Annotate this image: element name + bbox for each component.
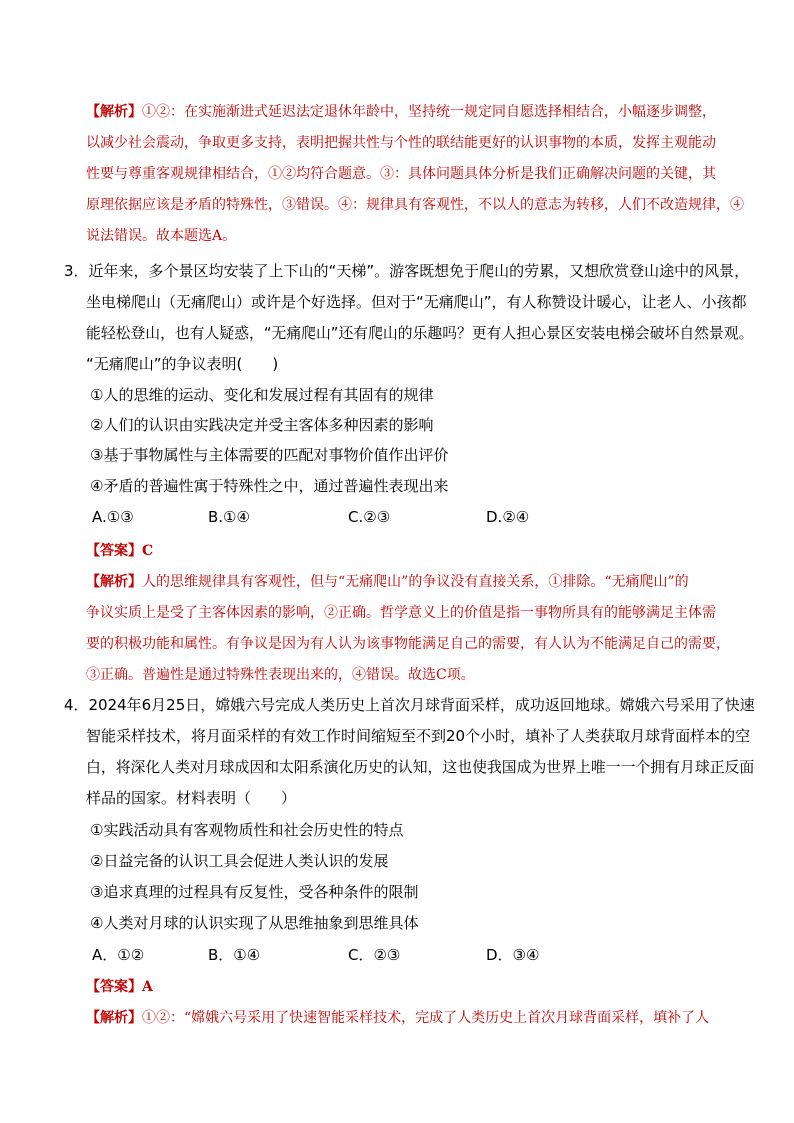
option-2: ②人们的认识由实践决定并受主客体多种因素的影响 — [90, 416, 434, 434]
answer-line — [86, 540, 153, 560]
answer-value: C — [142, 543, 154, 559]
analysis-line: 争议实质上是受了主客体因素的影响，②正确。哲学意义上的价值是指一事物所具有的能够满足主体需 — [86, 605, 716, 621]
choice-c: C.②③ — [348, 508, 391, 526]
answer-value: A — [142, 979, 153, 995]
analysis-line: 以减少社会震动，争取更多支持，表明把握共性与个性的联结能更好的认识事物的本质，发挥主观能动 — [86, 135, 716, 151]
choice-d: D.②④ — [486, 508, 530, 526]
analysis-line: 原理依据应该是矛盾的特殊性，③错误。④：规律具有客观性，不以人的意志为转移，人们不改造规律，④ — [86, 197, 744, 213]
option-4: ④矛盾的普遍性寓于特殊性之中，通过普遍性表现出来 — [90, 477, 449, 495]
choice-a: A．①② — [92, 946, 145, 964]
answer-tag: 【答案】 — [86, 543, 142, 559]
option-2: ②日益完备的认识工具会促进人类认识的发展 — [90, 852, 389, 870]
option-1: ①实践活动具有客观物质性和社会历史性的特点 — [90, 821, 404, 839]
analysis-line: 性要与尊重客观规律相结合，①②均符合题意。③：具体问题具体分析是我们正确解决问题的关键，其 — [86, 166, 716, 182]
question-3-stem: 3．近年来，多个景区均安装了上下山的“天梯”。游客既想免于爬山的劳累，又想欣赏登山途中的风景， — [64, 262, 750, 280]
answer-line — [86, 976, 153, 996]
question-stem-line: 智能采样技术，将月面采样的有效工作时间缩短至不到20个小时，填补了人类获取月球背面样本的空 — [86, 727, 751, 745]
analysis-line: ③正确。普遍性是通过特殊性表现出来的，④错误。故选C项。 — [86, 667, 475, 683]
question-stem-line: 样品的国家。材料表明（ ） — [86, 789, 297, 807]
question-number: 4． — [64, 696, 89, 714]
question-number: 3． — [64, 262, 89, 280]
answer-tag: 【答案】 — [86, 979, 142, 995]
option-4: ④人类对月球的认识实现了从思维抽象到思维具体 — [90, 914, 419, 932]
choice-b: B.①④ — [208, 508, 250, 526]
choice-c: C．②③ — [348, 946, 401, 964]
question-stem-line: 坐电梯爬山（无痛爬山）或许是个好选择。但对于“无痛爬山”，有人称赞设计暖心，让老人、小孩都 — [86, 293, 747, 311]
analysis-line: 说法错误。故本题选A。 — [86, 228, 237, 244]
option-1: ①人的思维的运动、变化和发展过程有其固有的规律 — [90, 386, 434, 404]
analysis-tag: 【解析】 — [86, 104, 142, 120]
analysis-tag: 【解析】 — [86, 574, 142, 590]
analysis-line: 【解析】人的思维规律具有客观性，但与“无痛爬山”的争议没有直接关系，①排除。“无痛爬山”的 — [86, 574, 689, 590]
question-stem-line: 白，将深化人类对月球成因和太阳系演化历史的认知，这也使我国成为世界上唯一一个拥有月球正反面 — [86, 758, 755, 776]
question-stem-line: “无痛爬山”的争议表明( ) — [86, 355, 279, 373]
question-stem-line: 能轻松登山，也有人疑惑，“无痛爬山”还有爬山的乐趣吗？更有人担心景区安装电梯会破坏自然景观。 — [86, 324, 754, 342]
analysis-line: 要的积极功能和属性。有争议是因为有人认为该事物能满足自己的需要，有人认为不能满足自己的需要， — [86, 636, 730, 652]
choice-a: A.①③ — [92, 508, 134, 526]
analysis-line: 【解析】①②：在实施渐进式延迟法定退休年龄中，坚持统一规定同自愿选择相结合，小幅逐步调整， — [86, 104, 716, 120]
option-3: ③基于事物属性与主体需要的匹配对事物价值作出评价 — [90, 446, 449, 464]
choice-b: B．①④ — [208, 946, 261, 964]
option-3: ③追求真理的过程具有反复性，受各种条件的限制 — [90, 883, 419, 901]
question-4-stem: 4．2024年6月25日，嫦娥六号完成人类历史上首次月球背面采样，成功返回地球。嫦娥六号采用了快速 — [64, 696, 755, 714]
choice-d: D．③④ — [486, 946, 540, 964]
analysis-line: 【解析】①②：“嫦娥六号采用了快速智能采样技术，完成了人类历史上首次月球背面采样，填补了人 — [86, 1010, 710, 1026]
analysis-tag: 【解析】 — [86, 1010, 142, 1026]
